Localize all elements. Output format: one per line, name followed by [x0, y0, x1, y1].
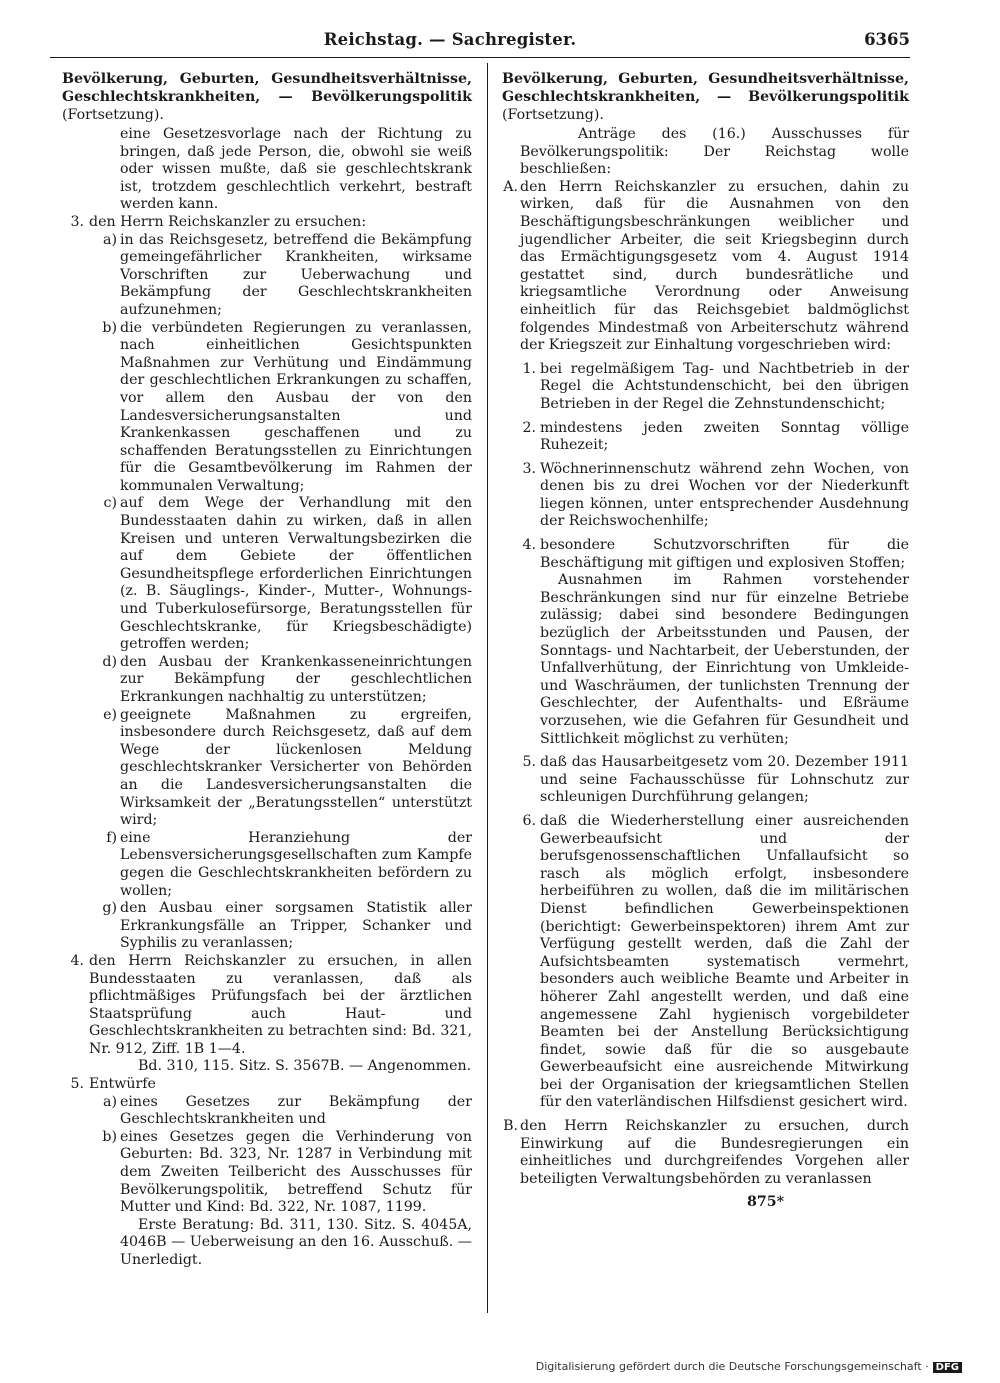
left-item-4-reference: Bd. 310, 115. Sitz. S. 3567B. — Angenommen. [138, 1058, 472, 1075]
footer-funding-note [536, 1360, 962, 1373]
left-item-5a [62, 1094, 472, 1129]
left-item-3a-marker: a) [103, 231, 117, 248]
left-column [62, 70, 472, 1270]
right-heading-text: Bevölkerung, Geburten, Gesundheitsverhältnisse, Geschlechtskrankheiten, — Bevölkerungspolitik [502, 71, 909, 105]
page-header [50, 30, 910, 54]
right-intro: Anträge des (16.) Ausschusses für Bevölkerungspolitik: Der Reichstag wolle beschließen: [520, 126, 909, 178]
right-item-A2-text: mindestens jeden zweiten Sonntag völlige Ruhezeit; [540, 419, 909, 454]
right-item-A6-text: daß die Wiederherstellung einer ausreichenden Gewerbeaufsicht und der berufsgenossenschaftlichen Unfallaufsicht so rasch als möglich erfolgt, insbesondere herbeiführen zu wollen, daß die im militärischen Dienst befindlichen Gewerbeinspektionen (berichtigt: Gewerbeinspektoren) ihrem Amt zur Verfügung gestellt werden, daß die Zahl der Aufsichtsbeamten systematisch vermehrt, besonders auch weibliche Beamte und Arbeiter in höherer Zahl angestellt werden, und daß eine angemessene Zahl hygienisch vorgebildeter Beamten bei der Anstellung Berücksichtigung findet, sowie daß für die so ausgebaute Gewerbeaufsicht eine ausreichende Mitwirkung bei der Organisation der kriegsamtlichen Stellen für den vaterländischen Hilfsdienst gesichert wird. [540, 812, 909, 1111]
right-item-A-marker: A. [503, 178, 518, 195]
left-item-3c-marker: c) [103, 495, 117, 512]
left-item-3g-text: den Ausbau einer sorgsamen Statistik aller Erkrankungsfälle an Tripper, Schanker und Syphilis zu veranlassen; [120, 900, 472, 952]
footer-text: Digitalisierung gefördert durch die Deutsche Forschungsgemeinschaft · [535, 1360, 929, 1373]
left-item-5-text: Entwürfe [89, 1076, 156, 1093]
left-item-3-text: den Herrn Reichskanzler zu ersuchen: [89, 213, 367, 230]
page-number: 6365 [864, 30, 910, 49]
right-item-A6 [502, 813, 909, 1112]
left-item-3g-marker: g) [102, 900, 117, 917]
right-item-A3 [502, 461, 909, 531]
left-item-5a-marker: a) [103, 1093, 117, 1110]
right-item-A1-text: bei regelmäßigem Tag- und Nachtbetrieb in der Regel die Achtstundenschicht, bei den übrigen Betrieben in der Regel die Zehnstundenschicht; [540, 360, 909, 412]
left-item-3e-text: geeignete Maßnahmen zu ergreifen, insbesondere durch Reichsgesetz, daß auf dem Wege der lückenlosen Meldung geschlechtskranker Versicherter von Behörden an die Landesversicherungsanstalten die Wirksamkeit der „Beratungsstellen“ unterstützt wird; [120, 706, 472, 829]
left-item-3f [62, 830, 472, 900]
left-item-5a-text: eines Gesetzes zur Bekämpfung der Geschlechtskrankheiten und [120, 1093, 472, 1128]
right-item-A1 [502, 361, 909, 414]
left-item-3b-text: die verbündeten Regierungen zu veranlassen, nach einheitlichen Gesichtspunkten Maßnahmen zur Verhütung und Eindämmung der geschlechtlichen Erkrankungen zu schaffen, vor allem den Ausbau der von den Landesversicherungsanstalten und Krankenkassen geschaffenen und zu schaffenden Beratungsstellen zu Einrichtungen für die Gesamtbevölkerung im Rahmen der kommunalen Verwaltung; [120, 319, 472, 494]
right-item-A3-text: Wöchnerinnenschutz während zehn Wochen, von denen bis zu drei Wochen vor der Niederkunft liegen können, unter entsprechender Ausdehnung der Reichswochenhilfe; [540, 460, 909, 530]
left-item-4 [62, 953, 472, 1059]
left-item-3d [62, 654, 472, 707]
left-item-3e [62, 707, 472, 830]
right-item-A [502, 179, 909, 355]
left-item-5b-marker: b) [102, 1128, 117, 1145]
left-item-3a-text: in das Reichsgesetz, betreffend die Bekämpfung gemeingefährlicher Krankheiten, wirksame Vorschriften zur Ueberwachung und Bekämpfung der Geschlechtskrankheiten aufzunehmen; [120, 231, 472, 318]
right-item-B-marker: B. [503, 1118, 518, 1135]
left-item-4-marker: 4. [70, 952, 84, 969]
left-column-heading [62, 70, 472, 124]
left-item-3c-text: auf dem Wege der Verhandlung mit den Bundesstaaten dahin zu wirken, daß in allen Kreisen und unteren Verwaltungsbezirken die auf dem Gebiete der öffentlichen Gesundheitspflege erforderlichen Einrichtungen (z. B. Säuglings-, Kinder-, Mutter-, Wohnungs- und Tuberkulosefürsorge, Beratungsstellen für Geschlechtskranke, für Kriegsbeschädigte) getroffen werden; [120, 495, 472, 653]
right-item-A4-marker: 4. [522, 537, 536, 554]
left-heading-continued: (Fortsetzung). [62, 107, 164, 123]
left-item-3 [62, 214, 472, 232]
right-item-A4-text: besondere Schutzvorschriften für die Beschäftigung mit giftigen und explosiven Stoffen; [540, 537, 909, 571]
right-heading-continued: (Fortsetzung). [502, 107, 604, 123]
left-item-3-marker: 3. [70, 213, 84, 230]
left-item-3a [62, 232, 472, 320]
left-item-4-text: den Herrn Reichskanzler zu ersuchen, in allen Bundesstaaten zu veranlassen, daß als pflichtmäßiges Prüfungsfach bei der ärztlichen Staatsprüfung auch Haut- und Geschlechtskrankheiten zu betrachten sind: Bd. 321, Nr. 912, Ziff. 1B 1—4. [89, 952, 472, 1057]
running-head: Reichstag. — Sachregister. [323, 30, 577, 49]
right-column-heading [502, 70, 909, 124]
left-item-5b-text: eines Gesetzes gegen die Verhinderung von Geburten: Bd. 323, Nr. 1287 in Verbindung mit dem Zweiten Teilbericht des Ausschusses für Bevölkerungspolitik, betreffend Schutz für Mutter und Kind: Bd. 322, Nr. 1087, 1199. [120, 1128, 472, 1216]
left-item-3g [62, 900, 472, 953]
left-item-3b [62, 320, 472, 496]
left-item-3c [62, 495, 472, 653]
left-item-5b [62, 1129, 472, 1217]
left-item-5 [62, 1076, 472, 1094]
right-item-A5-text: daß das Hausarbeitgesetz vom 20. Dezember 1911 und seine Fachausschüsse für Lohnschutz zur schleunigen Durchführung gelangen; [540, 754, 909, 806]
left-item-3b-marker: b) [102, 319, 117, 336]
sheet-signature: 875* [746, 1194, 785, 1211]
right-column [502, 70, 909, 1226]
left-item-3d-text: den Ausbau der Krankenkasseneinrichtungen zur Bekämpfung der geschlechtlichen Erkrankungen nachhaltig zu unterstützen; [120, 653, 472, 705]
right-item-A5-marker: 5. [522, 754, 536, 771]
left-item-3e-marker: e) [103, 706, 117, 723]
right-item-A4 [502, 537, 909, 572]
right-item-A2 [502, 420, 909, 455]
right-item-A-exceptions: Ausnahmen im Rahmen vorstehender Beschränkungen sind nur für einzelne Betriebe zulässig; dabei sind besondere Bedingungen bezüglich der Arbeitsstunden und Pausen, der Sonntags- und Nachtarbeit, der Ueberstunden, der Unfallverhütung, der Einrichtung von Umkleide- und Waschräumen, der tunlichsten Trennung der Geschlechter, der Aufenthalts- und Eßräume vorzusehen, wie die Gefahren für Gesundheit und Sittlichkeit möglichst zu verhüten; [540, 572, 909, 747]
left-heading-text: Bevölkerung, Geburten, Gesundheitsverhältnisse, Geschlechtskrankheiten, — Bevölkerungspolitik [62, 71, 472, 105]
left-intro: eine Gesetzesvorlage nach der Richtung zu bringen, daß jede Person, die, obwohl sie weiß oder wissen mußte, daß sie geschlechtskrank ist, trotzdem geschlechtlich verkehrt, bestraft werden kann. [120, 126, 472, 213]
right-item-A2-marker: 2. [522, 419, 536, 436]
right-item-A5 [502, 754, 909, 807]
right-item-A3-marker: 3. [522, 460, 536, 477]
left-item-3f-text: eine Heranziehung der Lebensversicherungsgesellschaften zum Kampfe gegen die Geschlechtskrankheiten befördern zu wollen; [120, 829, 472, 899]
right-item-B-text: den Herrn Reichskanzler zu ersuchen, durch Einwirkung auf die Bundesregierungen ein einheitliches und durchgreifendes Vorgehen aller beteiligten Verwaltungsbehörden zu veranlassen [520, 1118, 909, 1187]
left-item-3d-marker: d) [102, 653, 117, 670]
left-item-5-marker: 5. [70, 1076, 84, 1093]
right-item-A6-marker: 6. [522, 812, 536, 829]
left-item-5-reference: Erste Beratung: Bd. 311, 130. Sitz. S. 4045A, 4046B — Ueberweisung an den 16. Ausschuß. — Unerledigt. [120, 1216, 472, 1268]
header-rule [50, 57, 910, 58]
right-item-B [502, 1118, 909, 1188]
right-item-A-text: den Herrn Reichskanzler zu ersuchen, dahin zu wirken, daß für die Ausnahmen von den Beschäftigungsbeschränkungen weiblicher und jugendlicher Arbeiter, die seit Kriegsbeginn durch das Ermächtigungsgesetz vom 4. August 1914 gestattet sind, durch bundesrätliche und kriegsamtliche Verordnung oder Anweisung einheitlich für das Reichsgebiet baldmöglichst folgendes Mindestmaß von Arbeiterschutz während der Kriegszeit zur Einhaltung vorgeschrieben wird: [520, 178, 909, 354]
dfg-logo: DFG [933, 1362, 962, 1373]
column-rule [487, 63, 488, 1313]
right-item-A1-marker: 1. [522, 360, 536, 377]
left-item-3f-marker: f) [106, 829, 117, 846]
